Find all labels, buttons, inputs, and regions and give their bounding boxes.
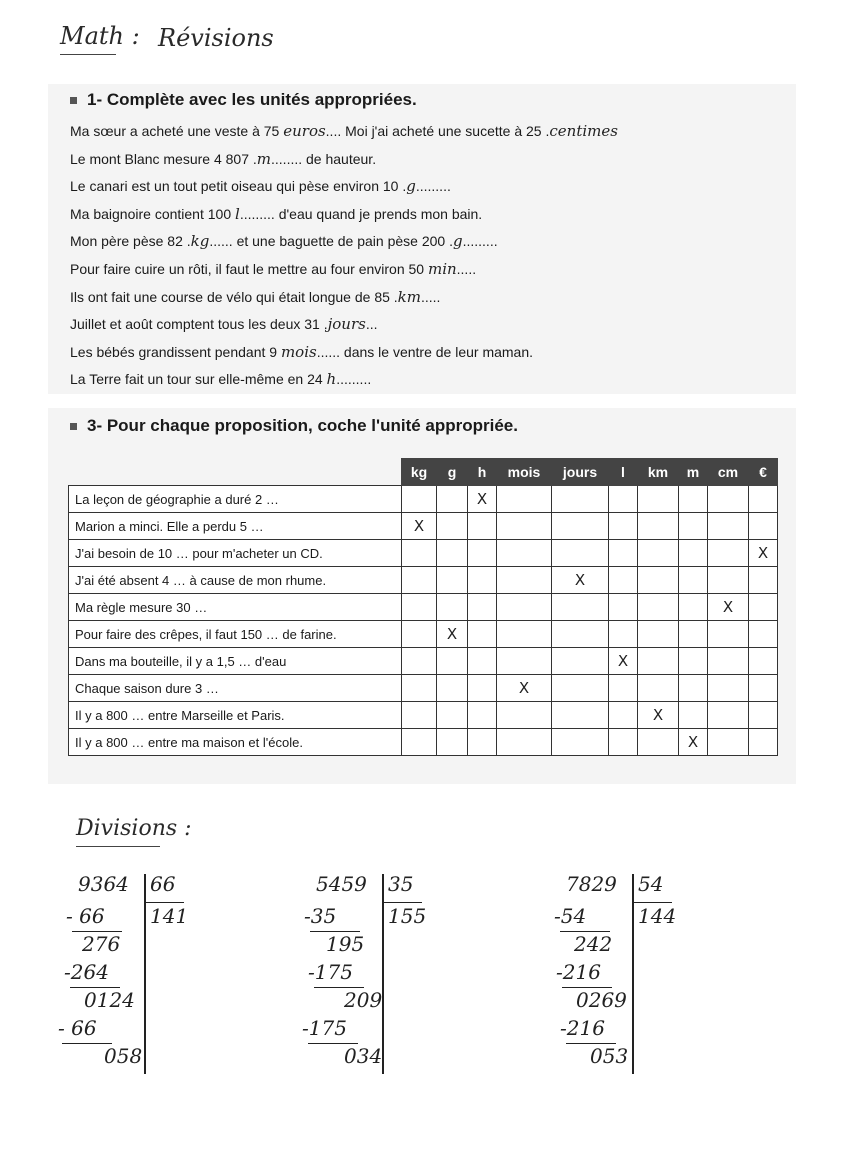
proposition-cell: Pour faire des crêpes, il faut 150 … de farine. [69, 621, 402, 648]
handwritten-answer: km [397, 287, 421, 306]
unit-header: g [437, 459, 468, 486]
division-step: 058 [104, 1044, 143, 1068]
division-step: 0269 [576, 988, 627, 1012]
table-row [69, 729, 778, 756]
checkbox-cell[interactable] [437, 486, 468, 513]
checkbox-cell[interactable] [638, 675, 679, 702]
sentence-text: Le mont Blanc mesure 4 807 . [70, 150, 257, 167]
proposition-cell: Dans ma bouteille, il y a 1,5 … d'eau [69, 648, 402, 675]
quotient: 141 [150, 904, 189, 928]
checkbox-cell[interactable] [749, 621, 778, 648]
checkbox-cell[interactable] [679, 702, 708, 729]
sentence-text: Pour faire cuire un rôti, il faut le mettre au four environ 50 [70, 261, 428, 277]
table-row [69, 648, 778, 675]
division-step: 242 [574, 932, 613, 956]
checkbox-cell[interactable] [552, 675, 609, 702]
checkbox-cell[interactable] [468, 594, 497, 621]
checkbox-cell[interactable] [708, 702, 749, 729]
square-bullet-icon [70, 423, 77, 430]
unit-header: h [468, 459, 497, 486]
unit-header: l [609, 459, 638, 486]
check-mark: X [413, 517, 425, 535]
checkbox-cell[interactable] [468, 486, 497, 513]
fill-sentence [70, 150, 376, 168]
table-row [69, 675, 778, 702]
checkbox-cell[interactable] [749, 729, 778, 756]
sentence-text: ... [365, 316, 378, 333]
page-title: Révisions [158, 24, 274, 52]
checkbox-cell[interactable] [609, 567, 638, 594]
handwritten-answer: euros [283, 122, 326, 140]
checkbox-cell[interactable] [497, 567, 552, 594]
division-step: 209 [344, 988, 383, 1012]
division-step: 195 [326, 932, 365, 956]
sentence-text: ..... [456, 261, 477, 277]
division-step: -35 [304, 904, 337, 928]
checkbox-cell[interactable] [497, 540, 552, 567]
division-step: - 66 [58, 1016, 97, 1040]
section-units-check [48, 408, 796, 784]
divisor: 35 [388, 872, 414, 896]
table-corner [69, 459, 402, 486]
check-mark: X [574, 571, 586, 589]
checkbox-cell[interactable] [638, 540, 679, 567]
checkbox-cell[interactable] [468, 702, 497, 729]
sentence-text: Ma baignoire contient 100 [70, 205, 235, 222]
checkbox-cell[interactable] [749, 648, 778, 675]
division-step: - 66 [66, 904, 105, 928]
check-mark: X [446, 625, 458, 643]
checkbox-cell[interactable] [468, 513, 497, 540]
dividend: 5459 [316, 872, 367, 896]
checkbox-cell[interactable] [497, 729, 552, 756]
division-bracket-vertical [144, 874, 146, 1074]
section1-title-text: 1- Complète avec les unités appropriées. [87, 90, 417, 109]
checkbox-cell[interactable] [609, 702, 638, 729]
proposition-cell: J'ai été absent 4 … à cause de mon rhume. [69, 567, 402, 594]
checkbox-cell[interactable] [679, 648, 708, 675]
long-division [302, 872, 456, 1082]
subject-underline [60, 54, 116, 55]
division-step: 034 [344, 1044, 383, 1068]
check-mark: X [476, 490, 488, 508]
checkbox-cell[interactable] [437, 702, 468, 729]
checkbox-cell[interactable] [609, 675, 638, 702]
fill-sentence [70, 260, 476, 278]
checkbox-cell[interactable] [468, 648, 497, 675]
check-mark: X [518, 679, 530, 697]
long-division [58, 872, 218, 1082]
checkbox-cell[interactable] [638, 621, 679, 648]
checkbox-cell[interactable] [468, 540, 497, 567]
checkbox-cell[interactable] [468, 729, 497, 756]
divisor: 54 [638, 872, 664, 896]
table-row [69, 567, 778, 594]
handwritten-answer: l [235, 204, 240, 223]
sentence-text: Les bébés grandissent pendant 9 [70, 343, 281, 360]
checkbox-cell[interactable] [468, 567, 497, 594]
division-step: 0124 [84, 988, 135, 1012]
long-division [554, 872, 706, 1082]
sentence-text: ......... [462, 233, 498, 250]
subject-label: Math : [60, 22, 140, 50]
division-bracket-horizontal [634, 902, 672, 903]
checkbox-cell[interactable] [609, 486, 638, 513]
checkbox-cell[interactable] [609, 621, 638, 648]
sentence-text: ...... dans le ventre de leur maman. [316, 343, 534, 360]
unit-header: kg [402, 459, 437, 486]
checkbox-cell[interactable] [552, 567, 609, 594]
checkbox-cell[interactable] [437, 567, 468, 594]
checkbox-cell[interactable] [497, 594, 552, 621]
fill-sentence [70, 177, 451, 195]
fill-sentence [70, 370, 371, 388]
checkbox-cell[interactable] [468, 675, 497, 702]
handwritten-answer: g [452, 232, 463, 251]
checkbox-cell[interactable] [552, 702, 609, 729]
checkbox-cell[interactable] [552, 648, 609, 675]
checkbox-cell[interactable] [749, 540, 778, 567]
table-row [69, 621, 778, 648]
checkbox-cell[interactable] [638, 594, 679, 621]
sentence-text: Ils ont fait une course de vélo qui était longue de 85 . [70, 288, 398, 305]
divisions-title: Divisions : [76, 816, 192, 841]
check-mark: X [722, 598, 734, 616]
checkbox-cell[interactable] [638, 648, 679, 675]
handwritten-answer: kg [190, 232, 210, 251]
checkbox-cell[interactable] [609, 648, 638, 675]
checkbox-cell[interactable] [402, 648, 437, 675]
checkbox-cell[interactable] [708, 675, 749, 702]
checkbox-cell[interactable] [749, 675, 778, 702]
division-step: -264 [64, 960, 109, 984]
checkbox-cell[interactable] [638, 513, 679, 540]
division-step: -216 [560, 1016, 605, 1040]
checkbox-cell[interactable] [497, 648, 552, 675]
sentence-text: Mon père pèse 82 . [70, 233, 191, 250]
checkbox-cell[interactable] [402, 675, 437, 702]
checkbox-cell[interactable] [402, 567, 437, 594]
sentence-text: ......... d'eau quand je prends mon bain. [239, 205, 483, 222]
checkbox-cell[interactable] [437, 675, 468, 702]
checkbox-cell[interactable] [679, 729, 708, 756]
division-step: 276 [82, 932, 121, 956]
division-step: 053 [590, 1044, 629, 1068]
check-mark: X [687, 733, 699, 751]
checkbox-cell[interactable] [552, 594, 609, 621]
checkbox-cell[interactable] [437, 729, 468, 756]
quotient: 144 [638, 904, 677, 928]
checkbox-cell[interactable] [749, 702, 778, 729]
checkbox-cell[interactable] [749, 594, 778, 621]
proposition-cell: J'ai besoin de 10 … pour m'acheter un CD. [69, 540, 402, 567]
unit-header: cm [708, 459, 749, 486]
checkbox-cell[interactable] [552, 540, 609, 567]
unit-header: km [638, 459, 679, 486]
checkbox-cell[interactable] [708, 540, 749, 567]
unit-header: jours [552, 459, 609, 486]
unit-header: mois [497, 459, 552, 486]
checkbox-cell[interactable] [497, 702, 552, 729]
unit-header: € [749, 459, 778, 486]
divisor: 66 [150, 872, 176, 896]
sentence-text: ......... [415, 178, 451, 195]
checkbox-cell[interactable] [402, 486, 437, 513]
checkbox-cell[interactable] [708, 729, 749, 756]
square-bullet-icon [70, 97, 77, 104]
checkbox-cell[interactable] [402, 729, 437, 756]
checkbox-cell[interactable] [552, 486, 609, 513]
division-bracket-vertical [382, 874, 384, 1074]
checkbox-cell[interactable] [679, 486, 708, 513]
checkbox-cell[interactable] [708, 594, 749, 621]
checkbox-cell[interactable] [749, 486, 778, 513]
checkbox-cell[interactable] [437, 513, 468, 540]
fill-sentence [70, 343, 533, 361]
checkbox-cell[interactable] [552, 621, 609, 648]
fill-sentence [70, 288, 440, 306]
checkbox-cell[interactable] [609, 513, 638, 540]
division-bracket-vertical [632, 874, 634, 1074]
checkbox-cell[interactable] [679, 540, 708, 567]
checkbox-cell[interactable] [708, 567, 749, 594]
table-row [69, 594, 778, 621]
section3-title-text: 3- Pour chaque proposition, coche l'unité appropriée. [87, 416, 518, 435]
divisions-underline [76, 846, 160, 847]
fill-sentence [70, 232, 498, 250]
sentence-text: ...... et une baguette de pain pèse 200 . [209, 233, 453, 250]
section-units-fill [48, 84, 796, 394]
checkbox-cell[interactable] [468, 621, 497, 648]
proposition-cell: Marion a minci. Elle a perdu 5 … [69, 513, 402, 540]
division-step: -216 [556, 960, 601, 984]
dividend: 7829 [566, 872, 617, 896]
unit-header: m [679, 459, 708, 486]
table-row [69, 702, 778, 729]
checkbox-cell[interactable] [497, 675, 552, 702]
checkbox-cell[interactable] [609, 540, 638, 567]
handwritten-answer: jours [327, 315, 366, 334]
fill-sentence [70, 205, 482, 223]
table-row [69, 540, 778, 567]
handwritten-answer: m [256, 149, 272, 168]
fill-sentence [70, 122, 618, 140]
checkbox-cell[interactable] [679, 621, 708, 648]
checkbox-cell[interactable] [497, 621, 552, 648]
proposition-cell: Chaque saison dure 3 … [69, 675, 402, 702]
division-bracket-horizontal [146, 902, 184, 903]
sentence-text: ........ de hauteur. [271, 150, 377, 167]
checkbox-cell[interactable] [437, 594, 468, 621]
checkbox-cell[interactable] [402, 702, 437, 729]
section3-title [70, 416, 518, 436]
proposition-cell: Ma règle mesure 30 … [69, 594, 402, 621]
checkbox-cell[interactable] [402, 621, 437, 648]
checkbox-cell[interactable] [708, 486, 749, 513]
division-step: -54 [554, 904, 587, 928]
checkbox-cell[interactable] [749, 513, 778, 540]
sentence-text: .... Moi j'ai acheté une sucette à 25 . [325, 123, 550, 139]
checkbox-cell[interactable] [552, 513, 609, 540]
table-row [69, 513, 778, 540]
checkbox-cell[interactable] [437, 540, 468, 567]
checkbox-cell[interactable] [638, 567, 679, 594]
units-table [68, 458, 778, 756]
proposition-cell: Il y a 800 … entre ma maison et l'école. [69, 729, 402, 756]
quotient: 155 [388, 904, 427, 928]
sentence-text: ..... [421, 288, 441, 305]
checkbox-cell[interactable] [749, 567, 778, 594]
division-bracket-horizontal [384, 902, 422, 903]
sentence-text: Juillet et août comptent tous les deux 31 . [70, 316, 328, 333]
handwritten-answer: h [326, 370, 337, 389]
checkbox-cell[interactable] [708, 621, 749, 648]
checkbox-cell[interactable] [638, 729, 679, 756]
checkbox-cell[interactable] [609, 594, 638, 621]
checkbox-cell[interactable] [679, 594, 708, 621]
division-step: -175 [308, 960, 353, 984]
handwritten-answer: g [406, 177, 416, 196]
table-row [69, 486, 778, 513]
checkbox-cell[interactable] [552, 729, 609, 756]
check-mark: X [617, 652, 629, 670]
sentence-text: Le canari est un tout petit oiseau qui pèse environ 10 . [70, 178, 407, 195]
check-mark: X [652, 706, 664, 724]
checkbox-cell[interactable] [497, 513, 552, 540]
division-step: -175 [302, 1016, 347, 1040]
proposition-cell: La leçon de géographie a duré 2 … [69, 486, 402, 513]
check-mark: X [757, 544, 769, 562]
checkbox-cell[interactable] [708, 648, 749, 675]
sentence-text: La Terre fait un tour sur elle-même en 24 [70, 371, 327, 388]
checkbox-cell[interactable] [708, 513, 749, 540]
handwritten-answer: centimes [549, 122, 618, 140]
dividend: 9364 [78, 872, 129, 896]
proposition-cell: Il y a 800 … entre Marseille et Paris. [69, 702, 402, 729]
checkbox-cell[interactable] [497, 486, 552, 513]
checkbox-cell[interactable] [437, 621, 468, 648]
fill-sentence [70, 315, 378, 333]
checkbox-cell[interactable] [402, 594, 437, 621]
sentence-text: Ma sœur a acheté une veste à 75 [70, 123, 284, 139]
checkbox-cell[interactable] [679, 675, 708, 702]
handwritten-answer: mois [280, 342, 317, 361]
checkbox-cell[interactable] [437, 648, 468, 675]
section1-title [70, 90, 417, 110]
checkbox-cell[interactable] [638, 702, 679, 729]
handwritten-answer: min [427, 260, 457, 278]
checkbox-cell[interactable] [679, 513, 708, 540]
checkbox-cell[interactable] [638, 486, 679, 513]
sentence-text: ......... [336, 371, 372, 388]
checkbox-cell[interactable] [679, 567, 708, 594]
checkbox-cell[interactable] [402, 540, 437, 567]
checkbox-cell[interactable] [609, 729, 638, 756]
checkbox-cell[interactable] [402, 513, 437, 540]
